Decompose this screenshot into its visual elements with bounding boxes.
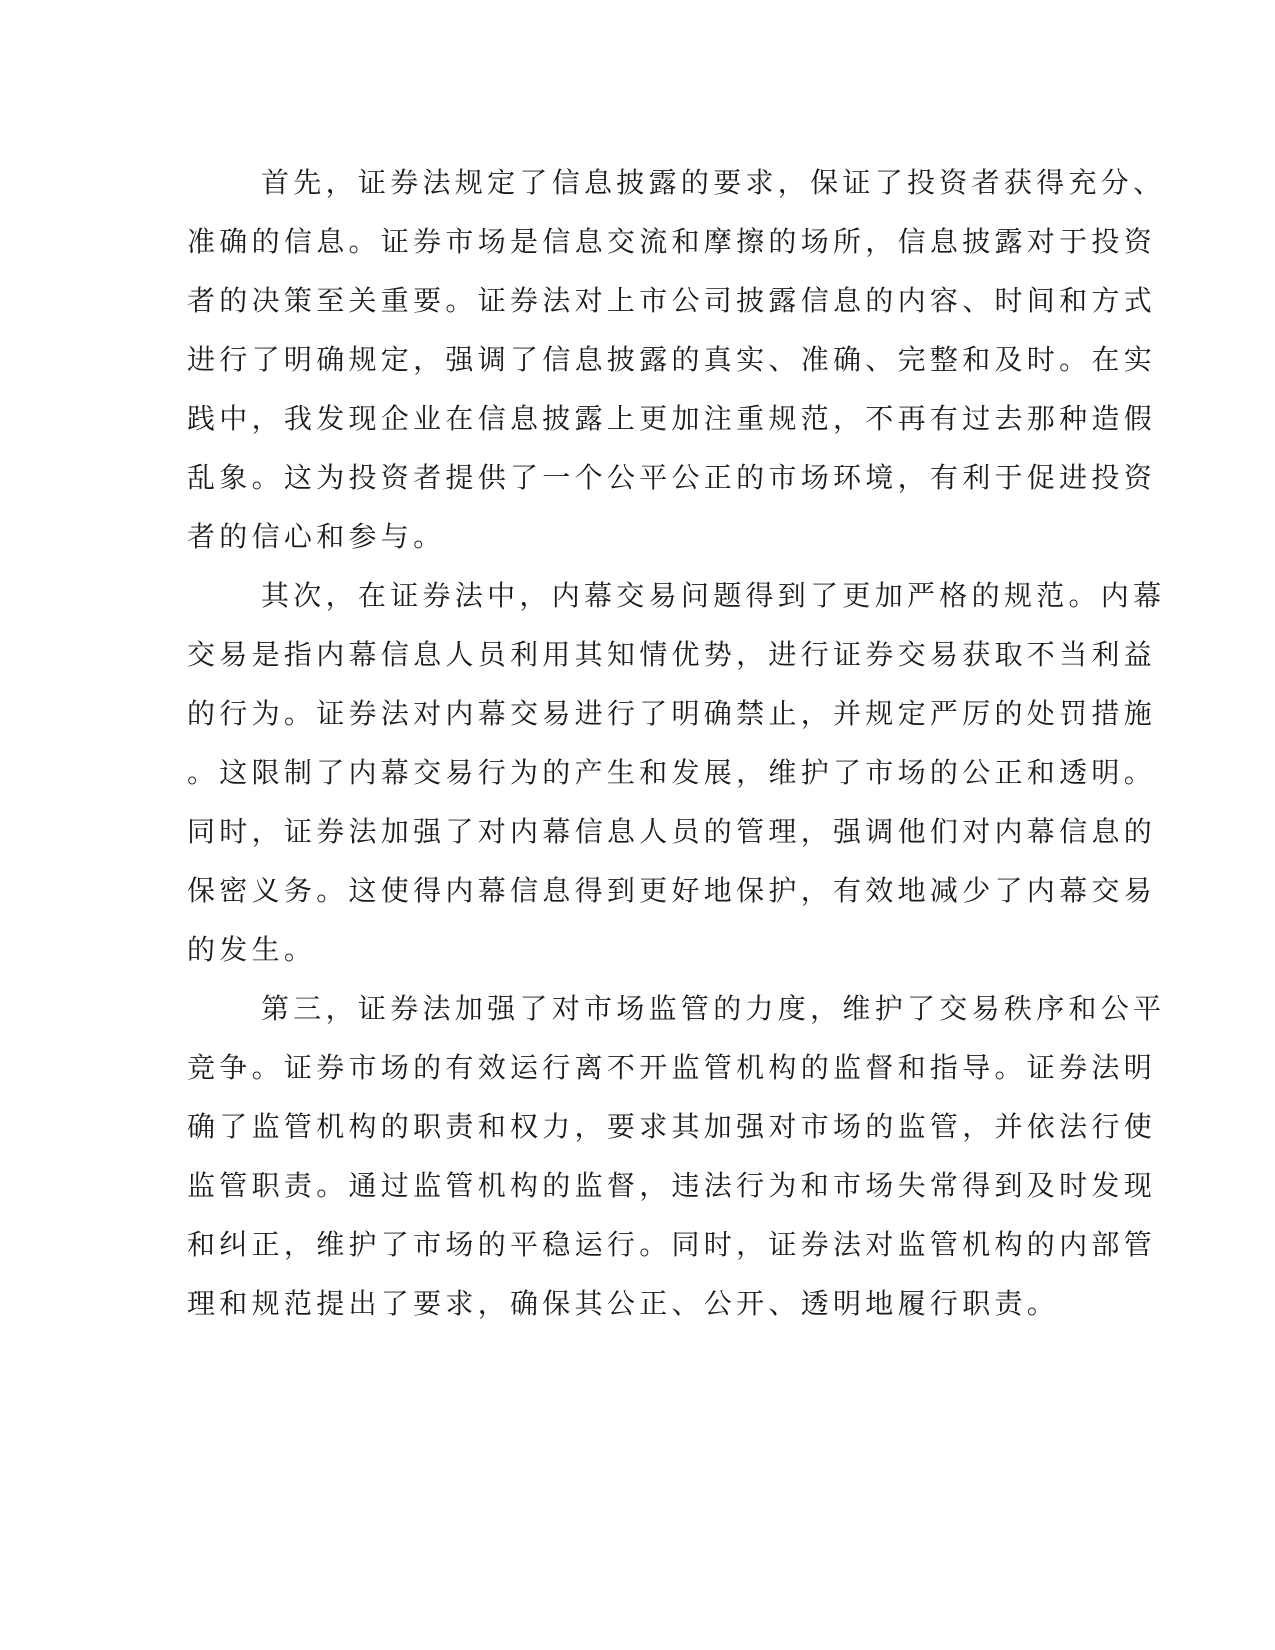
paragraph-1-line-4: 进行了明确规定，强调了信息披露的真实、准确、完整和及时。在实 bbox=[187, 343, 1157, 376]
paragraph-3-line-1: 第三，证券法加强了对市场监管的力度，维护了交易秩序和公平 bbox=[261, 992, 1166, 1025]
paragraph-2-line-5: 同时，证券法加强了对内幕信息人员的管理，强调他们对内幕信息的 bbox=[187, 815, 1157, 848]
paragraph-1-line-3: 者的决策至关重要。证券法对上市公司披露信息的内容、时间和方式 bbox=[187, 284, 1157, 317]
paragraph-2-line-1: 其次，在证券法中，内幕交易问题得到了更加严格的规范。内幕 bbox=[261, 579, 1166, 612]
paragraph-2-line-7: 的发生。 bbox=[187, 933, 317, 966]
paragraph-3-line-6: 理和规范提出了要求，确保其公正、公开、透明地履行职责。 bbox=[187, 1287, 1060, 1320]
paragraph-2-line-4: 。这限制了内幕交易行为的产生和发展，维护了市场的公正和透明。 bbox=[187, 756, 1157, 789]
paragraph-1-line-1: 首先，证券法规定了信息披露的要求，保证了投资者获得充分、 bbox=[261, 166, 1166, 199]
paragraph-1-line-7: 者的信心和参与。 bbox=[187, 520, 446, 553]
paragraph-3-line-2: 竞争。证券市场的有效运行离不开监管机构的监督和指导。证券法明 bbox=[187, 1051, 1157, 1084]
paragraph-1-line-5: 践中，我发现企业在信息披露上更加注重规范，不再有过去那种造假 bbox=[187, 402, 1157, 435]
paragraph-1-line-6: 乱象。这为投资者提供了一个公平公正的市场环境，有利于促进投资 bbox=[187, 461, 1157, 494]
paragraph-2-line-6: 保密义务。这使得内幕信息得到更好地保护，有效地减少了内幕交易 bbox=[187, 874, 1157, 907]
paragraph-2-line-3: 的行为。证券法对内幕交易进行了明确禁止，并规定严厉的处罚措施 bbox=[187, 697, 1157, 730]
paragraph-3-line-3: 确了监管机构的职责和权力，要求其加强对市场的监管，并依法行使 bbox=[187, 1110, 1157, 1143]
paragraph-3-line-5: 和纠正，维护了市场的平稳运行。同时，证券法对监管机构的内部管 bbox=[187, 1228, 1157, 1261]
paragraph-1-line-2: 准确的信息。证券市场是信息交流和摩擦的场所，信息披露对于投资 bbox=[187, 225, 1157, 258]
paragraph-2-line-2: 交易是指内幕信息人员利用其知情优势，进行证券交易获取不当利益 bbox=[187, 638, 1157, 671]
paragraph-3-line-4: 监管职责。通过监管机构的监督，违法行为和市场失常得到及时发现 bbox=[187, 1169, 1157, 1202]
